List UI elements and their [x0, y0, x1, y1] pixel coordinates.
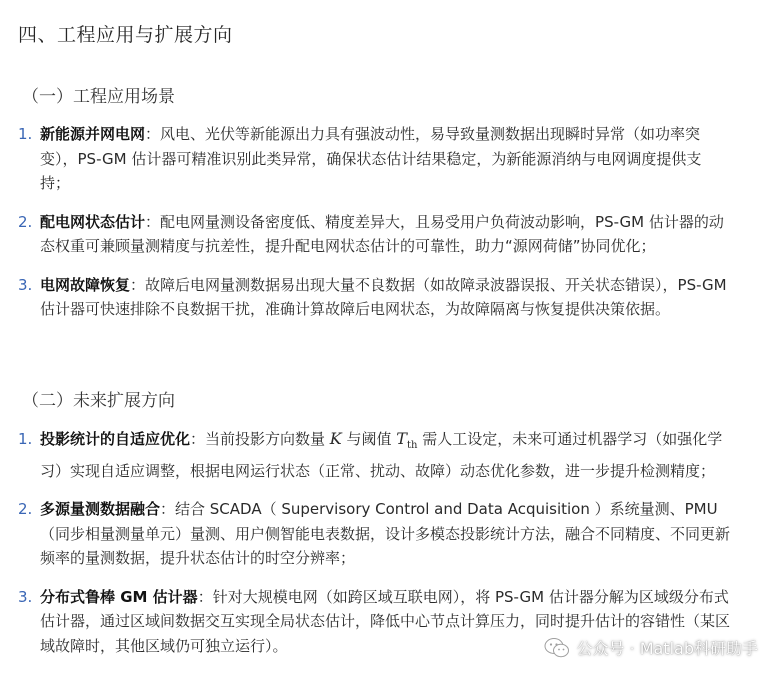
math-k: K: [329, 429, 342, 448]
math-t-subscript: th: [406, 440, 418, 452]
section-title: 四、工程应用与扩展方向: [18, 24, 233, 46]
item-term: 投影统计的自适应优化: [40, 430, 191, 448]
list-item: [0, 273, 780, 322]
list-number: 3.: [18, 587, 33, 606]
item-text: ：结合 SCADA（ Supervisory Control and Data Acquisition ）系统量测、PMU（同步相量测量单元）量测、用户侧智能电表数据，设计多模态投影统计方法，融合不同精度、不同更新频率的量测数据，提升状态估计的时空分辨率；: [40, 500, 731, 568]
math-t: T: [396, 429, 407, 448]
subsection-heading-applications: （一）工程应用场景: [22, 87, 175, 107]
list-number: 3.: [18, 275, 33, 294]
list-item: [0, 122, 780, 196]
item-term: 配电网状态估计: [40, 212, 146, 231]
item-term: 分布式鲁棒 GM 估计器: [40, 587, 198, 606]
watermark: [544, 636, 758, 659]
list-item: [0, 497, 780, 571]
list-number: 1.: [18, 125, 33, 143]
list-number: 1.: [18, 430, 33, 448]
list-item: [0, 210, 780, 259]
item-text: ：针对大规模电网（如跨区域互联电网），将 PS-GM 估计器分解为区域级分布式估计器，通过区域间数据交互实现全局状态估计，降低中心节点计算压力，同时提升估计的容错性（某区域故障时，其他区域仍可独立运行）。: [40, 587, 731, 655]
list-number: 2.: [18, 500, 33, 519]
math-threshold: [396, 429, 418, 452]
list-number: 2.: [18, 212, 33, 231]
item-term: 多源量测数据融合: [40, 500, 161, 519]
item-text: ：故障后电网量测数据易出现大量不良数据（如故障录波器误报、开关状态错误），PS-GM 估计器可快速排除不良数据干扰，准确计算故障后电网状态，为故障隔离与恢复提供决策依据。: [40, 275, 727, 318]
item-text: 需人工设定，未来可通过机器学习（如强化学习）实现自适应调整，根据电网运行状态（正常、扰动、故障）动态优化参数，进一步提升检测精度；: [40, 430, 723, 480]
item-text: ：风电、光伏等新能源出力具有强波动性，易导致量测数据出现瞬时异常（如功率突变），PS-GM 估计器可精准识别此类异常，确保状态估计结果稳定，为新能源消纳与电网调度提供支持；: [40, 125, 702, 192]
item-term: 电网故障恢复: [40, 275, 131, 294]
wechat-icon: [544, 637, 570, 659]
applications-list: [0, 122, 780, 336]
item-text: ：当前投影方向数量: [190, 430, 330, 448]
item-text: ：配电网量测设备密度低、精度差异大，且易受用户负荷波动影响，PS-GM 估计器的动态权重可兼顾量测精度与抗差性，提升配电网状态估计的可靠性，助力“源网荷储”协同优化；: [40, 212, 724, 255]
item-term: 新能源并网电网: [40, 125, 146, 143]
list-item: [0, 427, 780, 483]
subsection-heading-future: （二）未来扩展方向: [22, 391, 175, 411]
item-text: 与阈值: [341, 430, 397, 448]
watermark-text: 公众号 · Matlab科研助手: [576, 639, 758, 658]
